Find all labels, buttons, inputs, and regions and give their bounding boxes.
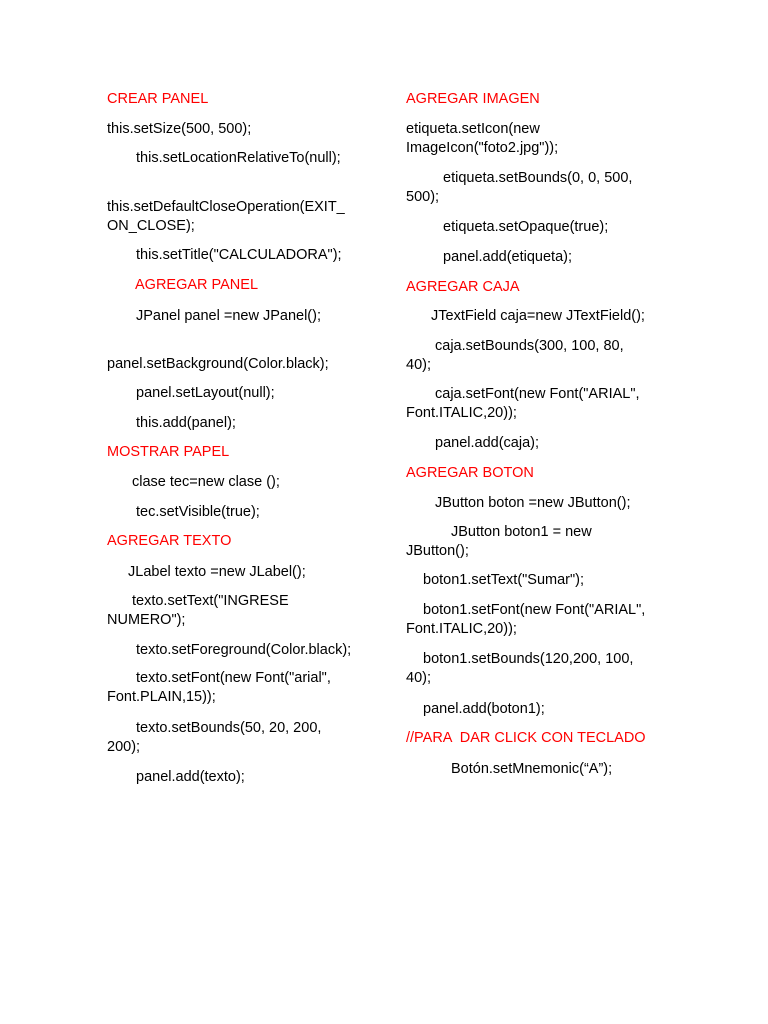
heading-teclado: //PARA DAR CLICK CON TECLADO — [406, 730, 646, 746]
heading-agregar-imagen: AGREGAR IMAGEN — [406, 91, 540, 107]
code-line-setfont: texto.setFont(new Font("arial", Font.PLAIN,15)); — [107, 670, 335, 705]
code-line-boton1-settext: boton1.setText("Sumar"); — [423, 572, 585, 588]
code-line-setbackground: panel.setBackground(Color.black); — [107, 356, 329, 372]
code-line-jlabel: JLabel texto =new JLabel(); — [128, 564, 306, 580]
heading-agregar-boton: AGREGAR BOTON — [406, 465, 534, 481]
heading-mostrar-papel: MOSTRAR PAPEL — [107, 444, 230, 460]
code-line-setbounds: texto.setBounds(50, 20, 200, 200); — [107, 720, 326, 755]
code-line-settitle: this.setTitle("CALCULADORA"); — [136, 247, 342, 263]
code-line-caja-setfont: caja.setFont(new Font("ARIAL", Font.ITALIC,20)); — [406, 386, 644, 421]
code-line-setopaque: etiqueta.setOpaque(true); — [443, 219, 609, 235]
heading-agregar-caja: AGREGAR CAJA — [406, 279, 520, 295]
code-line-jbutton: JButton boton =new JButton(); — [435, 495, 631, 511]
code-line-setvisible: tec.setVisible(true); — [136, 504, 260, 520]
code-line-paneladd-etiqueta: panel.add(etiqueta); — [443, 249, 572, 265]
code-line-setforeground: texto.setForeground(Color.black); — [136, 642, 352, 658]
code-line-boton1-setfont: boton1.setFont(new Font("ARIAL", Font.ITALIC,20)); — [406, 602, 650, 637]
code-line-setsize: this.setSize(500, 500); — [107, 121, 252, 137]
code-line-setlocation: this.setLocationRelativeTo(null); — [136, 150, 341, 166]
code-line-setdefaultclose: this.setDefaultCloseOperation(EXIT_ ON_CLOSE); — [107, 199, 349, 234]
code-line-thisadd: this.add(panel); — [136, 415, 236, 431]
code-line-caja-setbounds: caja.setBounds(300, 100, 80, 40); — [406, 338, 628, 373]
heading-crear-panel: CREAR PANEL — [107, 91, 209, 107]
heading-agregar-panel: AGREGAR PANEL — [135, 277, 259, 293]
code-line-clase: clase tec=new clase (); — [132, 474, 280, 490]
code-line-paneladd-texto: panel.add(texto); — [136, 769, 245, 785]
code-line-setlayout: panel.setLayout(null); — [136, 385, 275, 401]
code-line-jbutton1: JButton boton1 = new JButton(); — [406, 524, 596, 559]
code-line-jpanel: JPanel panel =new JPanel(); — [136, 308, 321, 324]
code-line-setmnemonic: Botón.setMnemonic(“A”); — [451, 761, 613, 777]
code-line-seticon: etiqueta.setIcon(new ImageIcon("foto2.jpg")); — [406, 121, 559, 156]
code-line-jtextfield: JTextField caja=new JTextField(); — [431, 308, 645, 324]
code-line-etiqueta-setbounds: etiqueta.setBounds(0, 0, 500, 500); — [406, 170, 637, 205]
code-line-paneladd-boton1: panel.add(boton1); — [423, 701, 545, 717]
code-line-boton1-setbounds: boton1.setBounds(120,200, 100, 40); — [406, 651, 638, 686]
code-line-paneladd-caja: panel.add(caja); — [435, 435, 539, 451]
heading-agregar-texto: AGREGAR TEXTO — [107, 533, 232, 549]
code-line-settext: texto.setText("INGRESE NUMERO"); — [107, 593, 293, 628]
